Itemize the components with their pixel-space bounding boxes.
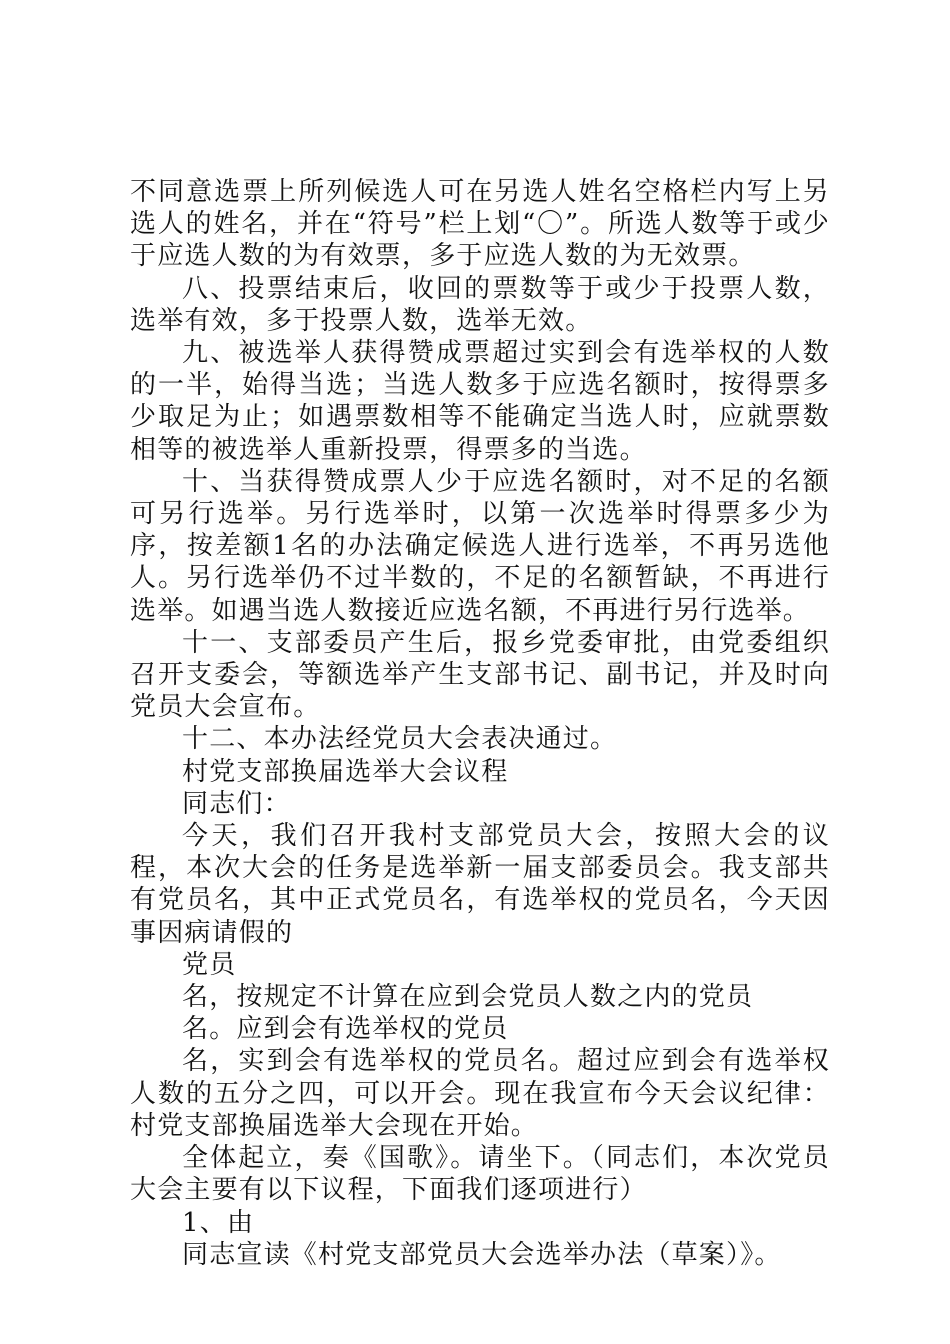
paragraph-agenda-item-1-detail: 同志宣读《村党支部党员大会选举办法（草案）》。 xyxy=(182,1239,782,1270)
paragraph-agenda-item-1: 1、由 xyxy=(182,1207,255,1238)
paragraph-item-10: 十、当获得赞成票人少于应选名额时，对不足的名额可另行选举。另行选举时，以第一次选举时得票多少为序，按差额1名的办法确定候选人进行选举，不再另选他人。另行选举仍不过半数的，不足的名额暂缺，不再进行选举。如遇当选人数接近应选名额，不再进行另行选举。 xyxy=(130,466,830,626)
paragraph-anthem: 全体起立，奏《国歌》。请坐下。（同志们，本次党员大会主要有以下议程，下面我们逐项进行） xyxy=(130,1143,830,1206)
paragraph-item-9: 九、被选举人获得赞成票超过实到会有选举权的人数的一半，始得当选；当选人数多于应选名额时，按得票多少取足为止；如遇票数相等不能确定当选人时，应就票数相等的被选举人重新投票，得票多的当选。 xyxy=(130,338,830,465)
paragraph-item-12: 十二、本办法经党员大会表决通过。 xyxy=(182,724,618,755)
paragraph-item-11: 十一、支部委员产生后，报乡党委审批，由党委组织召开支委会，等额选举产生支部书记、副书记，并及时向党员大会宣布。 xyxy=(130,627,830,723)
document-body xyxy=(130,176,830,1271)
paragraph-salutation: 同志们： xyxy=(182,788,291,819)
paragraph-attendance: 名，实到会有选举权的党员名。超过应到会有选举权人数的五分之四，可以开会。现在我宣布今天会议纪律：村党支部换届选举大会现在开始。 xyxy=(130,1046,830,1141)
paragraph-item-8: 八、投票结束后，收回的票数等于或少于投票人数，选举有效，多于投票人数，选举无效。 xyxy=(130,273,830,336)
paragraph-excluded-members: 名，按规定不计算在应到会党员人数之内的党员 xyxy=(182,982,754,1013)
paragraph-party-members: 党员 xyxy=(182,949,237,980)
paragraph-expected-members: 名。应到会有选举权的党员 xyxy=(182,1014,509,1045)
paragraph-opening-speech: 今天，我们召开我村支部党员大会，按照大会的议程，本次大会的任务是选举新一届支部委员会。我支部共有党员名，其中正式党员名，有选举权的党员名，今天因事因病请假的 xyxy=(130,821,830,948)
section-heading-agenda: 村党支部换届选举大会议程 xyxy=(182,756,509,787)
paragraph-ballot-rules: 不同意选票上所列候选人可在另选人姓名空格栏内写上另选人的姓名，并在“符号”栏上划“〇”。所选人数等于或少于应选人数的为有效票，多于应选人数的为无效票。 xyxy=(130,177,830,272)
